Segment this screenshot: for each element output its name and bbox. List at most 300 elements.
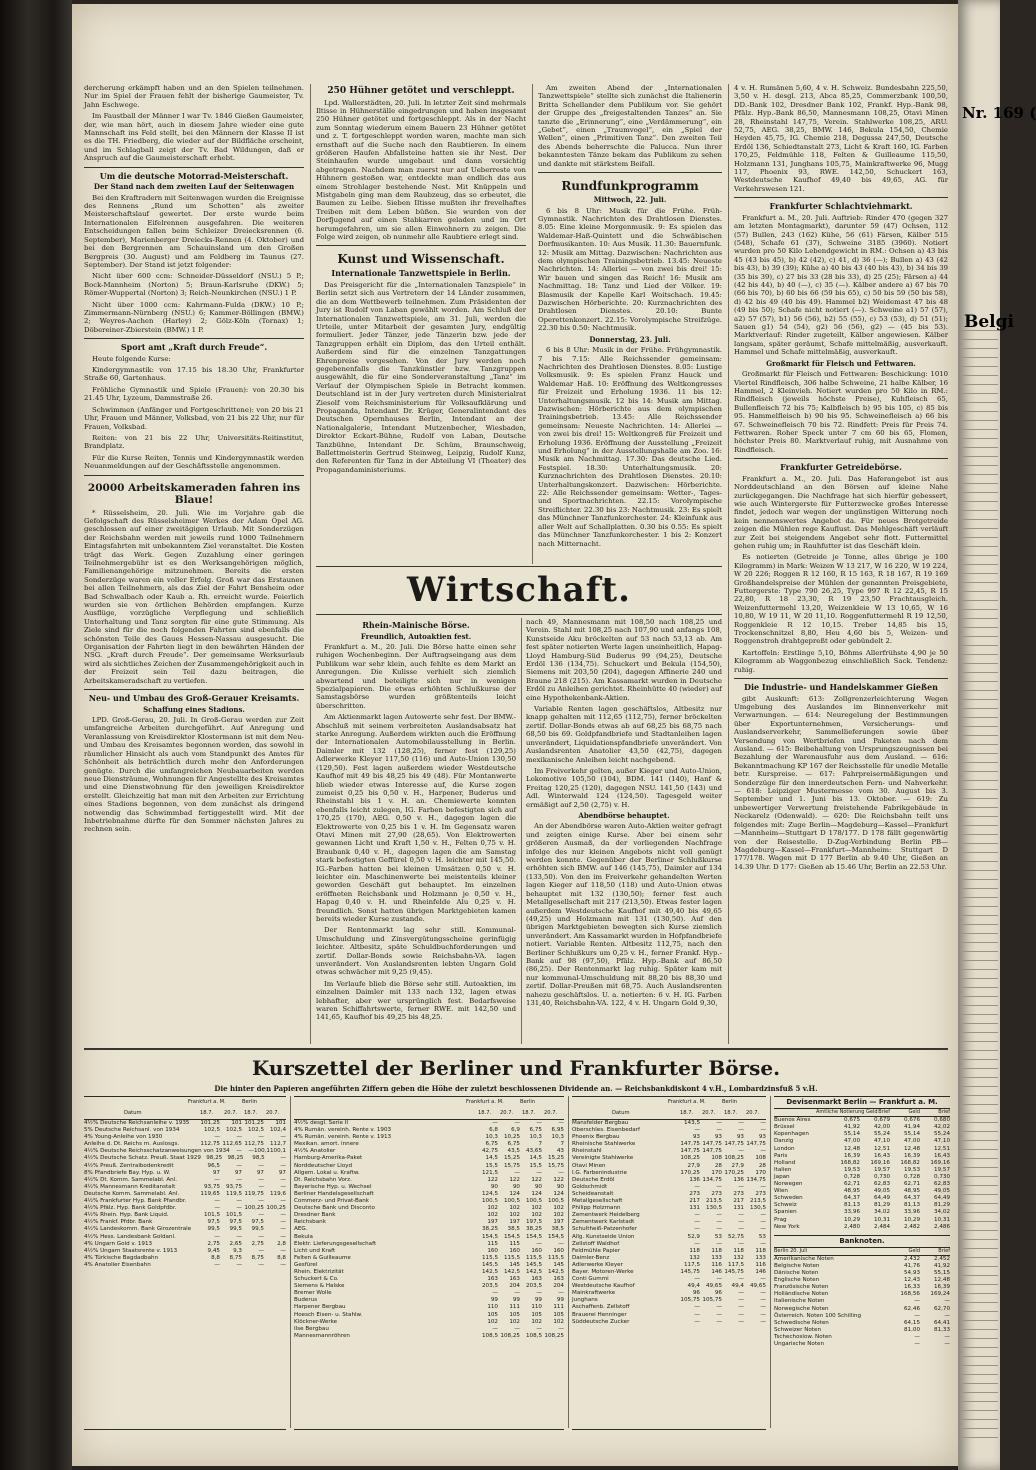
row-value: 147,75 [680, 1141, 700, 1148]
row-value: — [760, 1311, 766, 1318]
row-value: 97,5 [207, 1219, 220, 1226]
row-value: 98,25 [206, 1155, 223, 1162]
row-value: 99,5 [251, 1226, 264, 1233]
row-value: 19,57 [873, 1166, 890, 1173]
row-value: — [694, 1183, 700, 1190]
row-label: 4½% Rhein. Hyp. Bank Liquid. [84, 1212, 169, 1219]
row-value: 0,730 [873, 1173, 890, 1180]
row-value: 100,25 [266, 1205, 286, 1212]
row-value: 62,70 [933, 1305, 950, 1312]
stock-table-shares-1 [294, 1096, 564, 1430]
row-value: — [248, 1148, 254, 1155]
row-value: 0,728 [903, 1173, 920, 1180]
row-value: 7 [538, 1141, 542, 1148]
row-value: 19,53 [843, 1166, 860, 1173]
row-value: 8,8 [277, 1254, 286, 1261]
row-value: 112,75 [200, 1141, 220, 1148]
row-value: 102 [553, 1205, 564, 1212]
row-value: 115 [509, 1240, 520, 1247]
row-value: — [492, 1120, 498, 1126]
row-value: 55,14 [843, 1131, 860, 1138]
row-value: 142,5 [503, 1268, 520, 1275]
row-value: — [236, 1261, 242, 1268]
table-row [572, 1262, 766, 1269]
kurszettel-title: Kurszettel der Berliner und Frankfurter Börse. [251, 1056, 781, 1080]
row-value: 100,5 [503, 1198, 520, 1205]
wirtschaft-column-2 [526, 618, 722, 1010]
table-row [84, 1163, 286, 1170]
row-value: 197 [553, 1219, 564, 1226]
row-value: 96 [714, 1290, 722, 1297]
schlachtvieh-headline: Frankfurter Schlachtviehmarkt. [769, 201, 913, 212]
adjacent-page-edge [958, 0, 1036, 1470]
row-value: 15,5 [529, 1162, 542, 1169]
rhein-main-headline: Rhein-Mainische Börse. [362, 620, 470, 630]
row-value: 16,43 [873, 1152, 890, 1159]
row-value: 273 [755, 1190, 766, 1197]
table-row [774, 1320, 950, 1327]
row-value: 12,48 [933, 1277, 950, 1284]
row-value: 10,3 [485, 1134, 498, 1141]
row-value: 15,25 [547, 1155, 564, 1162]
row-label: Mannesmannröhren [294, 1332, 350, 1339]
row-value: 102 [487, 1205, 498, 1212]
row-value: 41,92 [933, 1262, 950, 1269]
stock-table-shares-2 [572, 1096, 766, 1430]
row-label: Brüssel [774, 1124, 795, 1131]
row-label: Licht und Kraft [294, 1247, 336, 1254]
row-value: 154,5 [503, 1233, 520, 1240]
row-value: — [514, 1120, 520, 1126]
row-label: Bayer. Motoren-Werke [572, 1268, 634, 1275]
row-label: Norwegen [774, 1181, 803, 1188]
row-label: Reichsbank [294, 1219, 326, 1226]
table-row [294, 1276, 564, 1283]
row-value: 2,486 [933, 1223, 950, 1230]
row-value: 34,02 [933, 1209, 950, 1216]
row-label: Conti Gummi [572, 1276, 609, 1283]
row-value: 108,5 [481, 1332, 498, 1339]
row-value: 100,1 [269, 1148, 286, 1155]
row-label: Rheinstahl [572, 1148, 602, 1155]
table-row [84, 1134, 286, 1141]
table-row [774, 1174, 950, 1181]
row-value: — [760, 1120, 766, 1126]
table-row [294, 1283, 564, 1290]
col1-intro: dercherung erkämpft haben und an den Spielen teilnehmen. Nur im Spiel der Frauen fehlt der bisherige Gaumeister, Tv. Jahn Eschwege. [84, 84, 304, 109]
row-value: 102 [509, 1205, 520, 1212]
table-row [294, 1120, 564, 1127]
table-row [774, 1334, 950, 1341]
row-value: — [760, 1304, 766, 1311]
row-value: 111 [553, 1304, 564, 1311]
row-value: 12,48 [903, 1145, 920, 1152]
table-row [572, 1290, 766, 1297]
row-value: — [492, 1290, 498, 1297]
table-row [294, 1326, 564, 1333]
table-header [294, 1097, 564, 1120]
table-row [572, 1241, 766, 1248]
row-value: 154,5 [481, 1233, 498, 1240]
row-value: 133 [755, 1254, 766, 1261]
row-label: Goldschmidt [572, 1183, 608, 1190]
row-value: — [514, 1290, 520, 1297]
row-label: I.G. Farbenindustrie [572, 1169, 627, 1176]
row-label: Schweden [774, 1195, 803, 1202]
table-row [572, 1283, 766, 1290]
row-value: — [536, 1290, 542, 1297]
row-value: — [760, 1219, 766, 1226]
row-value: 154,5 [525, 1233, 542, 1240]
table-row [294, 1262, 564, 1269]
table-row [774, 1138, 950, 1145]
table-row [294, 1226, 564, 1233]
table-header-date: 20.7. [544, 1110, 558, 1116]
row-label: Anleihe d. Dt. Reichs m. Auslosgs. [84, 1141, 180, 1148]
table-header-date: 20.7. [500, 1110, 514, 1116]
row-value: 81,29 [873, 1202, 890, 1209]
row-label: Bayerische Hyp. u. Wechsel [294, 1183, 372, 1190]
table-header-berlin: Berlin [520, 1099, 536, 1105]
row-value: 43,65 [525, 1148, 542, 1155]
adjacent-page-heading: Belgi [964, 312, 1014, 332]
table-row [774, 1117, 950, 1124]
row-label: 4½% Ungarn Staatsrente v. 1913 [84, 1247, 178, 1254]
table-row [294, 1148, 564, 1155]
table-header-date: 20.7. [702, 1110, 716, 1116]
row-value: 160 [509, 1247, 520, 1254]
row-value: 49,65 [749, 1283, 766, 1290]
row-value: 15,5 [485, 1162, 498, 1169]
row-value: 124 [531, 1190, 542, 1197]
row-value: 213,5 [749, 1198, 766, 1205]
row-label: Österreich. Noten 100 Schilling [774, 1312, 862, 1319]
row-value: 102 [553, 1212, 564, 1219]
row-value: — [694, 1276, 700, 1283]
row-label: Berliner Handelsgesellschaft [294, 1190, 374, 1197]
row-value: — [280, 1212, 286, 1219]
row-label: Süddeutsche Zucker [572, 1318, 630, 1325]
row-value: 90 [534, 1183, 542, 1190]
row-value: — [738, 1276, 744, 1283]
row-value: 119,5 [225, 1190, 242, 1197]
table-row [572, 1212, 766, 1219]
row-label: 4½% Hess. Landesbank Goldanl. [84, 1233, 176, 1240]
row-label: Daimler-Benz [572, 1254, 610, 1261]
table-row [572, 1312, 766, 1319]
row-label: 4½% Dt. Komm. Sammelabl. Anl. [84, 1176, 178, 1183]
row-value: — [914, 1341, 920, 1347]
table-row [84, 1155, 286, 1162]
row-value: 273 [711, 1190, 722, 1197]
row-value: 105 [509, 1311, 520, 1318]
table-row [294, 1248, 564, 1255]
table-row [774, 1146, 950, 1153]
row-value: 102 [531, 1205, 542, 1212]
row-value: 93 [714, 1134, 722, 1141]
table-row [84, 1127, 286, 1134]
row-value: 145,5 [481, 1261, 498, 1268]
row-value: 170,25 [680, 1169, 700, 1176]
row-value: — [738, 1311, 744, 1318]
row-value: 38,25 [525, 1226, 542, 1233]
row-value: — [694, 1127, 700, 1134]
row-value: — [760, 1127, 766, 1134]
row-value: 169,16 [870, 1159, 890, 1166]
row-value: 163 [487, 1276, 498, 1283]
row-label: 4½% Frankf. Pfdbr. Bank [84, 1219, 153, 1226]
row-value: — [236, 1198, 242, 1205]
row-value: — [280, 1183, 286, 1190]
row-value: 102,4 [269, 1127, 286, 1134]
table-row [294, 1177, 564, 1184]
row-value: 28 [758, 1162, 766, 1169]
row-label: Bekula [294, 1233, 313, 1240]
row-value: 33,96 [843, 1209, 860, 1216]
row-value: 124,5 [481, 1190, 498, 1197]
table-row [294, 1127, 564, 1134]
table-row [84, 1120, 286, 1127]
row-value: — [558, 1120, 564, 1126]
table-row [84, 1191, 286, 1198]
tanz-continuation: Am zweiten Abend der „Internationalen Tanzwettspiele“ stellte sich zunächst die Italienerin Britta Schellander dem Publikum vor. Sie gehört der Gruppe des „freigestaltenden Tanzes“ an. Sie tanzte die „Erinnerung“, eine „Verdämmerung“, ein „Gebet“, einen „Traumvogel“, ein „Spiel der Wellen“, einen „Primitiven Tanz“. Den zweiten Teil des Abends beherrschte die Palucca. Nun ihrer bekanntesten Tänze bekam das Publikum zu sehen und dankte mit stärkstem Beifall. [538, 84, 722, 168]
row-label: Westdeutsche Kaufhof [572, 1283, 635, 1290]
row-label: 4% Rumän. vereinh. Rente v. 1913 [294, 1134, 392, 1141]
row-value: 16,39 [903, 1152, 920, 1159]
row-value: 81,00 [903, 1326, 920, 1333]
row-value: 105 [487, 1311, 498, 1318]
row-value: 2,75 [207, 1240, 220, 1247]
arbeitskameraden-paragraph: * Rüsselsheim, 20. Juli. Wie im Vorjahre gab die Gefolgschaft des Rüsselsheimer Werkes der Adam Opel AG. geschlossen auf einer zweitägigen Urlaub. Mit Sonderzügen der Reichsbahn werden mit jeweils rund 1000 Teilnehmern Eintagsfahrten mit unbekanntem Ziel veranstaltet. Die Kosten trägt das Werk. Gegen Zuzahlung einer geringen Teilnehmergebühr ist es den Werksangehörigen möglich, Familienangehörige mitzunehmen. Bereits die ersten Sonderzüge waren ein voller Erfolg. Groß war das Erstaunen bei allen Teilnehmern, als das Ziel der Fahrt Bensheim oder Bad Schwalbach oder Kaub a. Rh. erreicht wurde. Feierlich wurden sie von örtlichen Behörden empfangen. Kurze Ausflüge, vorzügliche Verpflegung und schließlich Unterhaltung und Tanz sorgten für eine gute Stimmung. Als Ziele sind für die noch folgenden Fahrten sind ebenfalls die schönsten Teile des Gaues Hessen-Nassau ausgesucht. Die Organisation der Fahrten liegt in den bewährten Händen der NSG. „Kraft durch Freude“. Der gemeinsame Werksurlaub wird als sichtliches Zeichen der Zusammengehörigkeit auch in der Freizeit sein Teil dazu beitragen, die Arbeitskameradschaft zu vertiefen. [84, 508, 304, 685]
row-value: 33,96 [903, 1209, 920, 1216]
row-label: Deutsche Erdöl [572, 1176, 615, 1183]
row-label: Dresdner Bank [294, 1212, 336, 1219]
row-value: 2,482 [903, 1223, 920, 1230]
row-label: 4½% Deutsche Reichsschatzanweisungen von 1934 [84, 1148, 230, 1155]
table-row [774, 1224, 950, 1231]
row-value: — [558, 1290, 564, 1297]
row-value: 121,5 [481, 1169, 498, 1176]
row-value: — [738, 1240, 744, 1247]
row-value: — [280, 1155, 286, 1162]
table-row [294, 1290, 564, 1297]
col1-paragraph: Im Faustball der Männer I war Tv. 1846 Gießen Gaumeister, der, wie man hört, auch in diesem Jahre wieder eine gute Mannschaft ins Feld stellt, bei den Männern der Klasse II ist es die TH. Friedberg, die wieder auf der Bildfläche erscheint, und im Schlagball zeigt der Tv. Bad Wildungen, daß er Anspruch auf die Gaumeisterschaft erhebt. [84, 112, 304, 163]
kreisamt-subheadline: Schaffung eines Stadions. [143, 704, 245, 714]
table-header-frankfurt: Frankfurt a. M. [188, 1099, 226, 1105]
row-label: Brauerei Henninger [572, 1311, 627, 1318]
row-value: — [716, 1276, 722, 1283]
row-value: 6,75 [507, 1141, 520, 1148]
handelskammer-headline: Die Industrie- und Handelskammer Gießen [744, 682, 938, 693]
getreide-paragraph: Es notierten (Getreide je Tonne, alles übrige je 100 Kilogramm) in Mark: Weizen W 13 217, W 16 220, W 19 224, W 20 226; Roggen R 12 160, R 15 163, R 18 167, R 19 169 Großhandelspreise der Mühlen der genannten Preisgebiete, Futtergerste: Type 790 26,25, Type 997 R 12 22,45, R 15 22,80, R 18 23,30, R 19 23,50 Frachtausgleich. Weizenfuttermehl 13,20, Weizenkleie W 13 10,65, W 16 10,80, W 19 11, W 20 11,10. Roggenfuttermehl R 19 12,50, Roggenkleie R 12 10,15. Treber 14,85 bis 15, Trockenschnitzel 8,80, Heu 4,60 bis 5, Weizen- und Roggenstroh drahtgepreßt oder gebündelt 2. [734, 553, 948, 646]
row-value: 49,4 [731, 1283, 744, 1290]
rundfunk-day-2: Donnerstag, 23. Juli. [589, 334, 671, 344]
row-value: 116 [711, 1261, 722, 1268]
row-value: 62,46 [903, 1305, 920, 1312]
row-label: Hoesch Eisen- u. Stahlw. [294, 1311, 363, 1318]
row-value: 81,13 [903, 1202, 920, 1209]
row-value: — [716, 1127, 722, 1134]
row-value: 12,43 [903, 1277, 920, 1284]
row-value: 169,24 [930, 1291, 950, 1298]
row-value: 90 [556, 1183, 564, 1190]
row-value: 15,75 [547, 1162, 564, 1169]
row-label: Ilse Bergbau [294, 1325, 329, 1332]
row-value: — [258, 1261, 264, 1268]
row-value: 62,71 [843, 1181, 860, 1188]
row-value: 102 [487, 1318, 498, 1325]
row-value: — [258, 1198, 264, 1205]
row-value: 147,75 [702, 1141, 722, 1148]
table-header [572, 1097, 766, 1120]
row-value: 43,5 [507, 1148, 520, 1155]
table-row [572, 1297, 766, 1304]
row-value: 0,675 [843, 1117, 860, 1124]
row-value: 97,5 [251, 1219, 264, 1226]
table-header-frankfurt: Frankfurt a. M. [668, 1099, 706, 1105]
row-value: 154,5 [547, 1233, 564, 1240]
row-value: — [716, 1318, 722, 1325]
row-label: 4½% Mannesmann Kreditanstalt [84, 1183, 176, 1190]
row-value: — [280, 1176, 286, 1183]
rundfunk-headline: Rundfunkprogramm [561, 179, 699, 194]
row-value: 6,9 [511, 1127, 520, 1134]
table-row [774, 1209, 950, 1216]
row-label: 8% Pfandbriefe Bay. Hyp. u. W. [84, 1169, 171, 1176]
row-value: 145,75 [724, 1268, 744, 1275]
abendboerse-paragraph: An der Abendbörse waren Auto-Aktien weiter gefragt und zeigten einige Kurse. Aber bei einem sehr größeren Ausmaß, da der vorliegenden Nachfrage infolge des nur kleinen Angebots nicht voll genügt werden konnte. Gegenüber der Berliner Schlußkurse erhöhten sich BMW. auf 146 (145,75), Daimler auf 134 (133,50). Von den im Freiverkehr gehandelten Werten lagen Kieger auf 118,50 (118) und Auto-Union etwas behauptet mit 132 (130,50); ferner fest auch Metallgesellschaft mit 217 (213,50). Etwas fester lagen außerdem Westdeutsche Kaufhof mit 49,40 bis 49,65 (49,25) und Holzmann mit 131 (130,50). Auf den übrigen Marktgebieten bewegten sich Kurse ziemlich unverändert. Am Kassamarkt wurden in Hofpfandbriefe notiert. Variable Renten. Altbesitz 112,75, nach den Berliner Schlußkurs um 0,25 v. H., ferner Frankf. Hyp.-Bank auf 98 (97,50), Pfälz. Hyp.-Bank auf 86,50 (86,25). Der Rentenmarkt lag ruhig. Später kam mit nur kommunal-Umschuldung mit 88,20 bis 88,30 und zertif. Dollar-Preußen mit 68,75. Auch Auslandsrenten nahezu geschäftslos. U. a. notierten: 6 v. H. IG. Farben 131,40, Reichsbahn-VA. 122, 4 v. H. Ungarn Gold 9,30, [526, 822, 722, 1007]
table-header-date: 18.7. [724, 1110, 738, 1116]
table-row [572, 1120, 766, 1127]
table-row [774, 1298, 950, 1305]
row-value: 111 [509, 1304, 520, 1311]
rundfunk-day-1: Mittwoch, 22. Juli. [593, 195, 667, 205]
row-value: 48,95 [843, 1188, 860, 1195]
row-label: Englische Noten [774, 1277, 820, 1284]
row-value: — [716, 1311, 722, 1318]
table-row [294, 1170, 564, 1177]
row-value: 90 [512, 1183, 520, 1190]
row-value: 147,75 [724, 1141, 744, 1148]
row-label: Holländische Noten [774, 1291, 829, 1298]
row-label: Bremer Wolle [294, 1290, 332, 1297]
row-value: 118 [689, 1247, 700, 1254]
table-row [84, 1184, 286, 1191]
row-value: — [258, 1233, 264, 1240]
table-header-date: 18.7. [478, 1110, 492, 1116]
table-header-date: 18.7. [522, 1110, 536, 1116]
table-header-datum: Datum [124, 1110, 142, 1116]
row-value: — [258, 1162, 264, 1169]
row-value: — [716, 1304, 722, 1311]
table-row [294, 1184, 564, 1191]
row-value: 108,5 [525, 1332, 542, 1339]
row-label: Phoenix Bergbau [572, 1134, 620, 1141]
row-value: 49,65 [705, 1283, 722, 1290]
row-value: 93 [736, 1134, 744, 1141]
row-value: — [514, 1169, 520, 1176]
row-value: 170 [755, 1169, 766, 1176]
row-label: 4% Türkische Bagdadbahn [84, 1254, 159, 1261]
huehner-paragraph: Lpd. Wallerstädten, 20. Juli. In letzter Zeit sind mehrmals Iltisse in Hühnerställe eingedrungen und haben insgesamt 250 Hühner getötet und fortgeschleppt. Als in der Nacht zum Sonntag wiederum einem Bauern 23 Hühner getötet und z. T. fortgeschleppt worden waren, machte man sich ernsthaft auf die Suche nach den Raubtieren. In einem größeren Haufen Abfallsteine hatten sie ihr Nest. Der Steinhaufen wurde umgebaut und dann vorsichtig abgetragen. Nachdem man zuerst nur auf Ueberreste von Hühnern gestoßen war, entdeckte man endlich das aus einem Strohlager bestehende Nest. Mit Knüppeln und Mistgabeln ging man dem Raubzeug, das so erbeutet, die Baumen zu Leibe. Sieben Iltisse mußten ihr frevelhaftes Treiben mit dem Leben büßen. Sie wurden von der Dorfjugend auf einen Stabkarren geladen und im Ort herumgefahren, um sie allen Einwohnern zu zeigen. Die Folge wird zeigen, ob nunmehr alle Raubtiere erlegt sind. [316, 98, 526, 241]
row-value: 8,8 [211, 1254, 220, 1261]
row-value: 64,41 [933, 1319, 950, 1326]
row-value: 203,5 [525, 1283, 542, 1290]
row-value: 93 [758, 1134, 766, 1141]
newspaper-sheet [72, 4, 958, 1466]
row-value: 101,25 [244, 1120, 264, 1126]
row-label: Feldmühle Papier [572, 1247, 621, 1254]
row-value: 2,65 [229, 1240, 242, 1247]
row-value: — [280, 1233, 286, 1240]
row-value: — [236, 1233, 242, 1240]
row-value: 19,53 [903, 1166, 920, 1173]
rhein-main-paragraph: Im Freiverkehr gelten, außer Kieger und Auto-Union, Lokomotive 105,50 (104), BDM. 141 (140), Hanf & Freitag 120,25 (120), dagegen NSU. 141,50 (143) und Adl. Winterwald 124 (124,50). Tagesgeld weiter ermäßigt auf 2,50 (2,75) v. H. [526, 766, 722, 809]
table-row [294, 1234, 564, 1241]
table-row [774, 1153, 950, 1160]
row-label: Prag [774, 1216, 787, 1223]
table-row [774, 1160, 950, 1167]
table-row [774, 1313, 950, 1320]
table-row [774, 1291, 950, 1298]
table-header-berlin: Berlin [722, 1099, 738, 1105]
row-value: — [258, 1212, 264, 1219]
table-row [84, 1234, 286, 1241]
row-label: Deutsche Komm. Sammelabl. Anl. [84, 1190, 180, 1197]
row-value: 119,75 [244, 1190, 264, 1197]
row-label: Felten & Guilleaume [294, 1254, 351, 1261]
row-value: 119,6 [269, 1190, 286, 1197]
table-row [294, 1297, 564, 1304]
row-value: 163 [553, 1276, 564, 1283]
row-value: — [738, 1183, 744, 1190]
table-row [572, 1255, 766, 1262]
row-value: — [716, 1120, 722, 1126]
row-value: 170 [711, 1169, 722, 1176]
row-value: — [738, 1148, 744, 1155]
row-value: 7 [560, 1141, 564, 1148]
row-value: 98,5 [252, 1155, 265, 1162]
row-value: 197 [509, 1219, 520, 1226]
row-value: 145 [553, 1261, 564, 1268]
row-value: — [738, 1120, 744, 1126]
table-row [572, 1226, 766, 1233]
row-label: Allgem. Lokal u. Kraftw. [294, 1169, 360, 1176]
row-label: New York [774, 1223, 800, 1230]
table-header-date: 18.7. [680, 1110, 694, 1116]
table-row [572, 1141, 766, 1148]
row-value: — [214, 1134, 220, 1141]
row-value: 142,5 [481, 1268, 498, 1275]
row-value: 2,452 [933, 1255, 950, 1262]
row-value: 101 [231, 1120, 242, 1126]
row-label: Norwegische Noten [774, 1305, 829, 1312]
table-row [294, 1333, 564, 1340]
row-value: — [536, 1169, 542, 1176]
row-label: Belgische Noten [774, 1262, 820, 1269]
row-value: 145,75 [680, 1268, 700, 1275]
row-value: — [944, 1341, 950, 1347]
row-value: — [492, 1325, 498, 1332]
table-row [294, 1212, 564, 1219]
table-row [774, 1341, 950, 1348]
row-value: — [236, 1176, 242, 1183]
row-label: Mansfelder Bergbau [572, 1120, 629, 1126]
row-value: 16,33 [903, 1284, 920, 1291]
row-value: — [694, 1318, 700, 1325]
row-value: 93 [692, 1134, 700, 1141]
row-value: — [280, 1198, 286, 1205]
